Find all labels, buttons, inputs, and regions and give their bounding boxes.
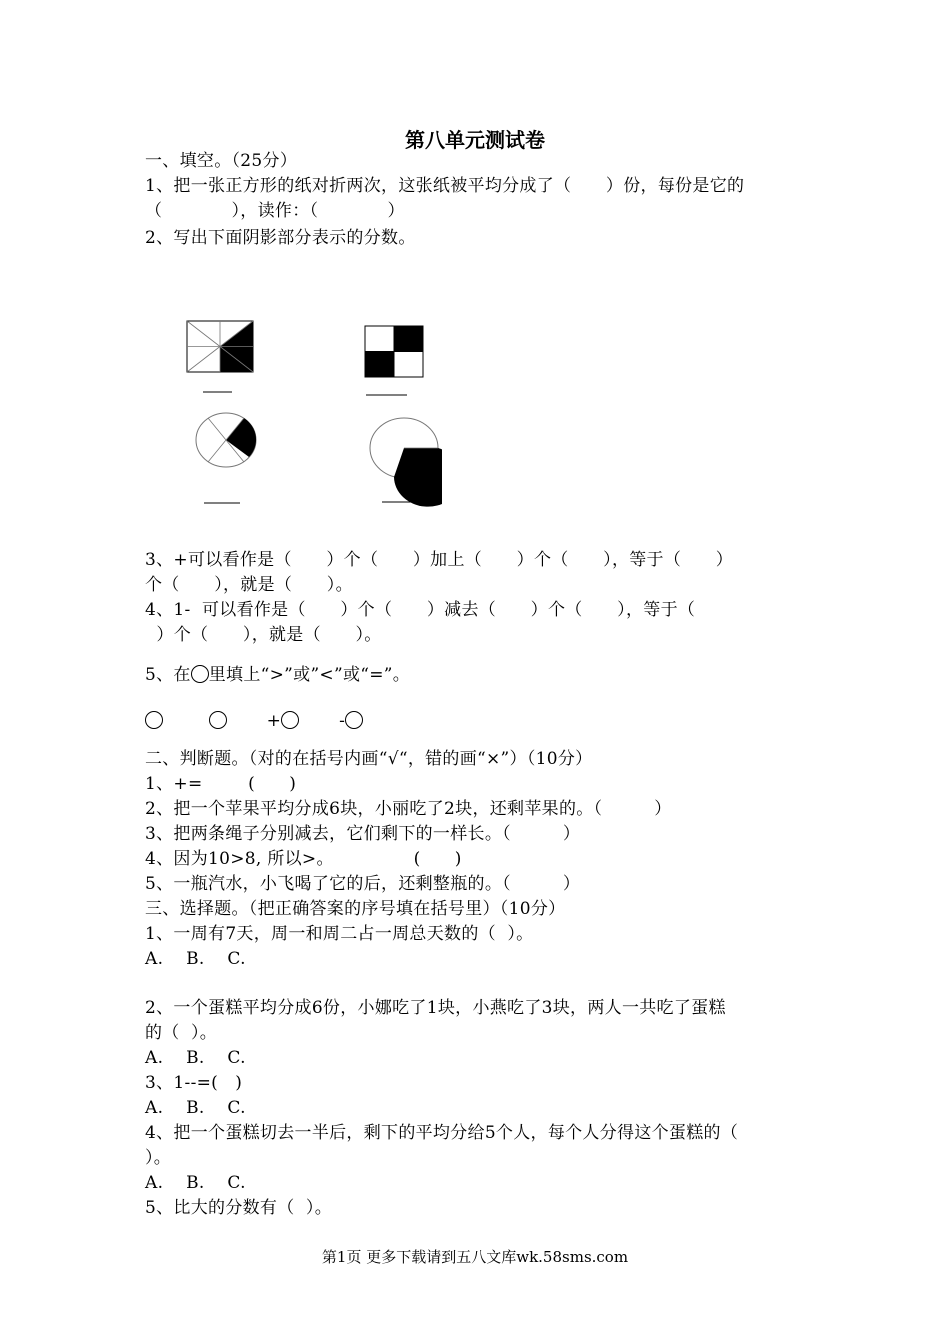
page-title: 第八单元测试卷 xyxy=(405,128,545,152)
compare-circle-icon[interactable] xyxy=(145,711,163,729)
s3-q1-options: A. B. C. xyxy=(145,949,246,969)
section3-heading: 三、选择题。（把正确答案的序号填在括号里）（10分） xyxy=(145,899,566,919)
s1-q1-line2: （ ），读作：（ ） xyxy=(145,201,405,221)
s1-q5-prefix: 5、在 xyxy=(145,665,191,685)
fraction-figure-square-triangles xyxy=(186,318,256,398)
s3-q4-options: A. B. C. xyxy=(145,1173,246,1193)
s3-q1: 1、一周有7天，周一和周二占一周总天数的（ ）。 xyxy=(145,924,534,944)
s2-item: 1、+= ( ) xyxy=(145,774,297,794)
s3-q2-line2: 的（ ）。 xyxy=(145,1023,218,1043)
s1-q4-line1: 4、1- 可以看作是（ ）个（ ）减去（ ）个（ ），等于（ xyxy=(145,600,696,620)
s2-item: 2、把一个苹果平均分成6块，小丽吃了2块，还剩苹果的。（ ） xyxy=(145,799,672,819)
s3-q3: 3、1--=( ) xyxy=(145,1073,243,1093)
s2-item: 3、把两条绳子分别减去，它们剩下的一样长。（ ） xyxy=(145,824,581,844)
s1-q3-line1: 3、+可以看作是（ ）个（ ）加上（ ）个（ ），等于（ ） xyxy=(145,550,734,570)
compare-circle-icon[interactable] xyxy=(281,711,299,729)
fraction-figure-square-quarters xyxy=(363,324,427,398)
s3-q4-line2: ）。 xyxy=(145,1148,172,1168)
section2-heading: 二、判断题。（对的在括号内画“√“，错的画“×”）（10分） xyxy=(145,749,593,769)
s3-q3-options: A. B. C. xyxy=(145,1098,246,1118)
s1-q5-suffix: 里填上“>”或”<”或“=”。 xyxy=(208,665,411,685)
compare-row xyxy=(145,710,363,732)
compare-minus: - xyxy=(339,711,346,731)
s2-item: 4、因为10>8, 所以>。 ( ) xyxy=(145,849,462,869)
s1-q5 xyxy=(145,664,410,686)
s3-q2-options: A. B. C. xyxy=(145,1048,246,1068)
compare-circle-icon[interactable] xyxy=(345,711,363,729)
fraction-figure-circle-large xyxy=(366,416,442,508)
s1-q1-line1: 1、把一张正方形的纸对折两次，这张纸被平均分成了（ ）份，每份是它的 xyxy=(145,176,745,196)
s1-q3-line2: 个（ ），就是（ ）。 xyxy=(145,575,353,595)
section1-heading: 一、填空。（25分） xyxy=(145,151,298,171)
s2-item: 5、一瓶汽水，小飞喝了它的后，还剩整瓶的。（ ） xyxy=(145,874,581,894)
page-footer: 第1页 更多下载请到五八文库wk.58sms.com xyxy=(321,1248,629,1266)
fraction-figure-circle-sectors xyxy=(194,410,260,510)
s3-q4-line1: 4、把一个蛋糕切去一半后，剩下的平均分给5个人，每个人分得这个蛋糕的（ xyxy=(145,1123,739,1143)
compare-circle-icon[interactable] xyxy=(209,711,227,729)
s1-q4-line2: ）个（ ），就是（ ）。 xyxy=(145,625,382,645)
compare-plus: + xyxy=(266,711,282,731)
s1-q2: 2、写出下面阴影部分表示的分数。 xyxy=(145,228,416,248)
compare-circle-icon xyxy=(191,665,209,683)
s3-q2-line1: 2、一个蛋糕平均分成6份，小娜吃了1块，小燕吃了3块，两人一共吃了蛋糕 xyxy=(145,998,726,1018)
s3-q5: 5、比大的分数有（ ）。 xyxy=(145,1198,333,1218)
